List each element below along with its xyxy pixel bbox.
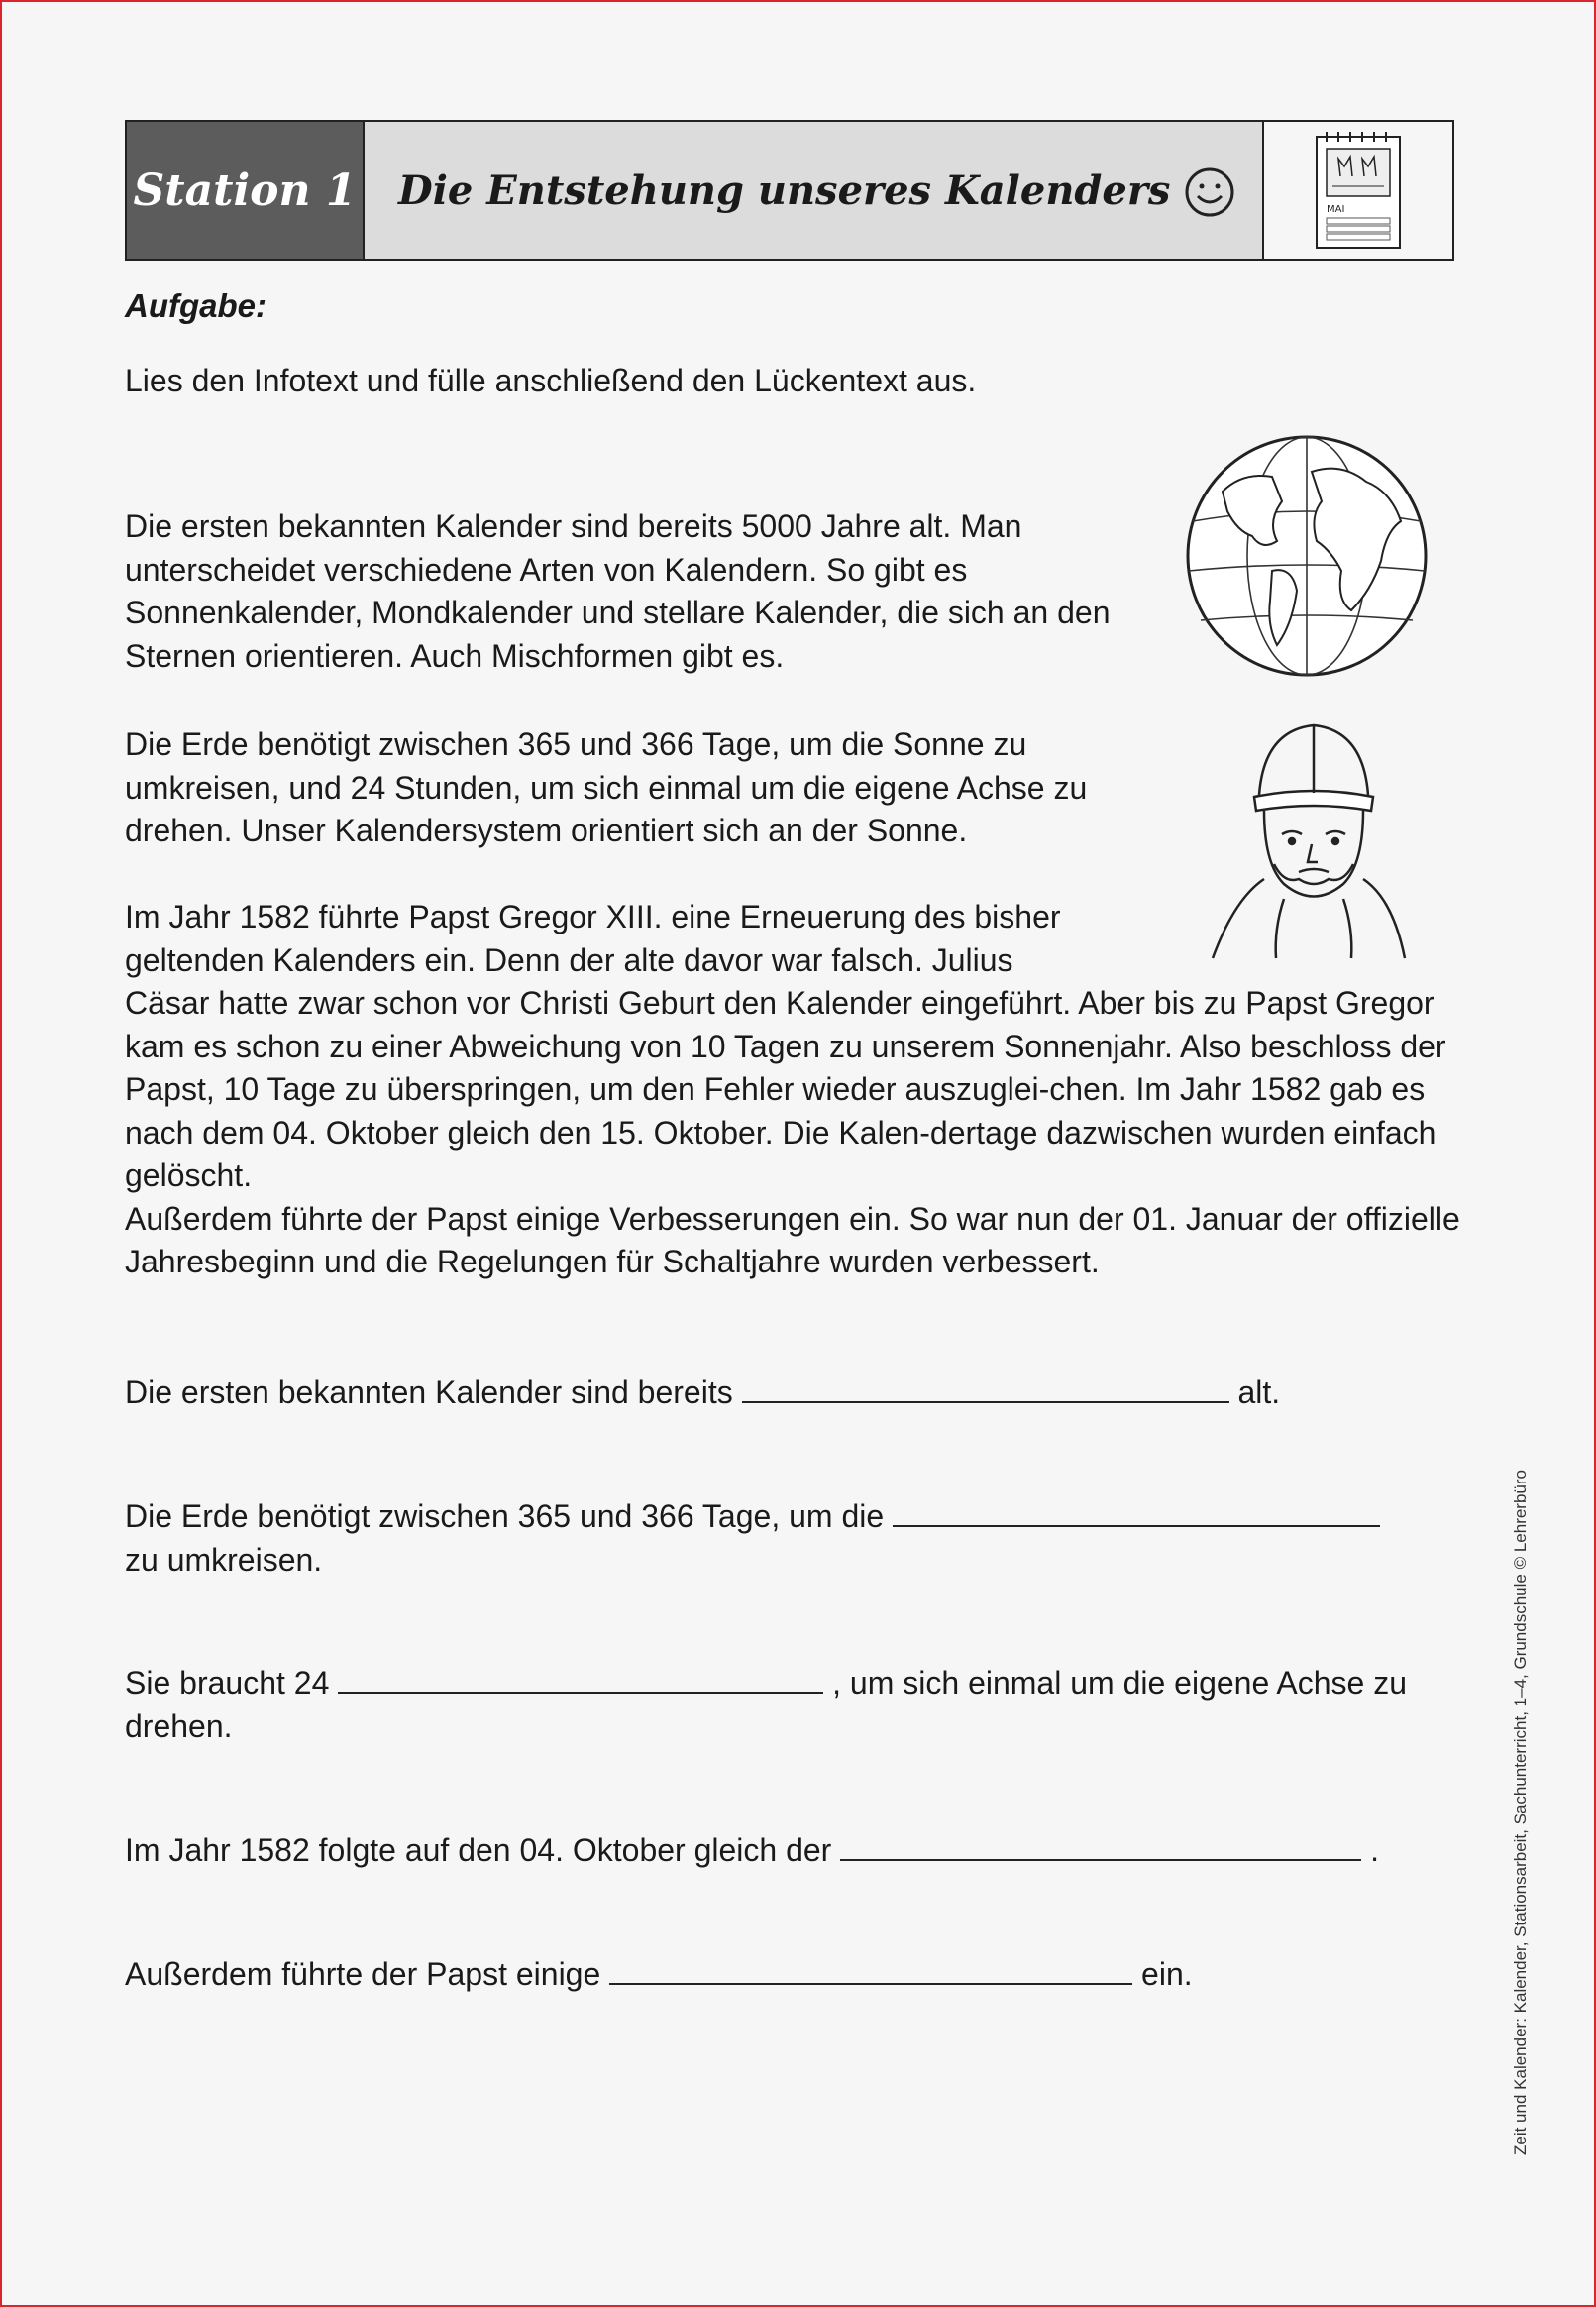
cloze-3-after: , um sich einmal um die eigene Achse zu drehen. xyxy=(125,1665,1407,1744)
station-label: Station 1 xyxy=(127,122,365,259)
cloze-sentence-5 xyxy=(125,1953,1462,1997)
info-paragraph-3 xyxy=(125,896,1462,1284)
station-header xyxy=(125,120,1454,261)
task-label: Aufgabe: xyxy=(125,287,266,324)
info-paragraph-2: Die Erde benötigt zwischen 365 und 366 Tage, um die Sonne zu umkreisen, und 24 Stunden, um sich einmal um die eigene Achse zu drehen. Unser Kalendersystem orientiert sich an der Sonne. xyxy=(125,726,1088,848)
cloze-sentence-2 xyxy=(125,1495,1462,1582)
cloze-1-before: Die ersten bekannten Kalender sind bereits xyxy=(125,1374,733,1410)
info-paragraph-4: Außerdem führte der Papst einige Verbesserungen ein. So war nun der 01. Januar der offizielle Jahresbeginn und die Regelungen für Schaltjahre wurden verbessert. xyxy=(125,1200,1460,1279)
cloze-5-after: ein. xyxy=(1141,1956,1193,1992)
station-title-box xyxy=(365,122,1262,259)
copyright-note: Zeit und Kalender: Kalender, Stationsarbeit, Sachunterricht, 1–4, Grundschule © Lehrerbüro xyxy=(1511,1470,1530,2155)
cloze-1-after: alt. xyxy=(1237,1374,1281,1410)
cloze-4-before: Im Jahr 1582 folgte auf den 04. Oktober gleich der xyxy=(125,1832,832,1868)
cloze-5-before: Außerdem führte der Papst einige xyxy=(125,1956,601,1992)
answer-blank-4[interactable] xyxy=(840,1829,1361,1861)
cloze-4-after: . xyxy=(1370,1832,1379,1868)
answer-blank-3[interactable] xyxy=(338,1662,823,1694)
answer-blank-5[interactable] xyxy=(609,1953,1132,1985)
info-paragraph-3-rest: Cäsar hatte zwar schon vor Christi Geburt den Kalender eingeführt. Aber bis zu Papst Gregor kam es schon zu einer Abweichung von 10 Tagen zu unserem Sonnenjahr. Also beschloss der Papst, 10 Tage zu überspringen, um den Fehler wieder auszuglei-chen. Im Jahr 1582 gab es nach dem 04. Oktober gleich den 15. Oktober. Die Kalen-dertage dazwischen wurden einfach gelöscht. xyxy=(125,985,1446,1193)
globe-illustration xyxy=(1183,432,1431,680)
answer-blank-1[interactable] xyxy=(742,1372,1229,1403)
info-paragraph-1: Die ersten bekannten Kalender sind bereits 5000 Jahre alt. Man unterscheidet verschiedene Arten von Kalendern. So gibt es Sonnenkalender, Mondkalender und stellare Kalender, die sich an den Sternen orientieren. Auch Mischformen gibt es. xyxy=(125,508,1111,674)
cloze-2-before: Die Erde benötigt zwischen 365 und 366 Tage, um die xyxy=(125,1498,885,1534)
task-instruction: Lies den Infotext und fülle anschließend den Lückentext aus. xyxy=(125,363,977,398)
info-paragraph-3-line-2: geltenden Kalenders ein. Denn der alte davor war falsch. Julius xyxy=(125,941,1013,978)
smiley-icon xyxy=(1183,165,1236,219)
cloze-2-after: zu umkreisen. xyxy=(125,1541,323,1578)
cloze-sentence-3 xyxy=(125,1662,1462,1748)
station-title: Die Entstehung unseres Kalenders xyxy=(398,166,1171,214)
cloze-3-before: Sie braucht 24 xyxy=(125,1665,330,1701)
answer-blank-2[interactable] xyxy=(893,1495,1380,1527)
cloze-sentence-1 xyxy=(125,1372,1462,1415)
cloze-sentence-4 xyxy=(125,1829,1462,1873)
calendar-box xyxy=(1262,122,1452,259)
calendar-month: MAI xyxy=(1327,204,1345,215)
info-paragraph-3-line-1: Im Jahr 1582 führte Papst Gregor XIII. eine Erneuerung des bisher xyxy=(125,899,1061,934)
calendar-icon xyxy=(1309,129,1408,252)
